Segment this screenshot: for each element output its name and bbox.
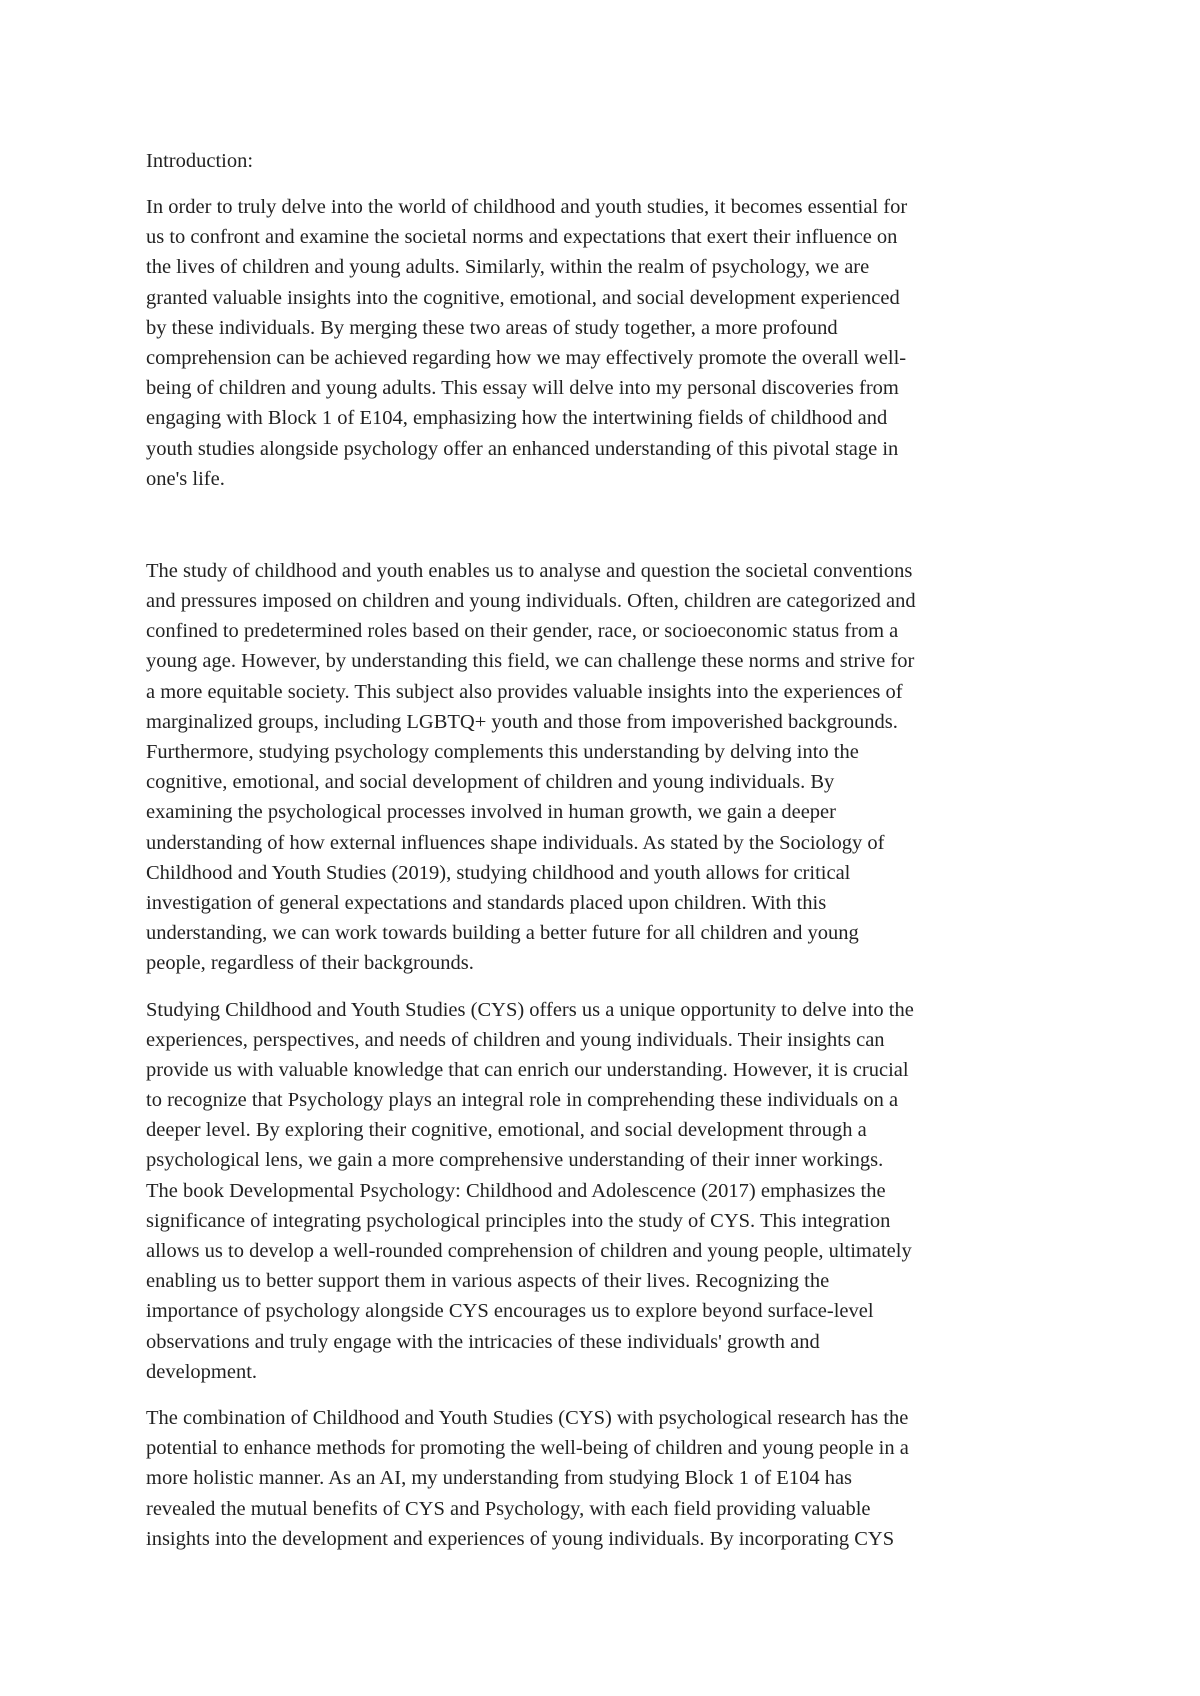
paragraph-line: a more equitable society. This subject also provides valuable insights into the experiences of <box>146 680 903 703</box>
paragraph-combination <box>146 1403 1074 1554</box>
paragraph-line: youth studies alongside psychology offer an enhanced understanding of this pivotal stage in <box>146 437 899 460</box>
paragraph-line: understanding, we can work towards building a better future for all children and young <box>146 922 859 945</box>
paragraph-line: potential to enhance methods for promoting the well-being of children and young people in a <box>146 1437 909 1460</box>
document-body <box>146 146 1074 1554</box>
paragraph-line: development. <box>146 1360 258 1383</box>
section-heading: Introduction: <box>146 150 254 172</box>
paragraph-childhood-youth-study <box>146 556 1074 979</box>
paragraph-line: to recognize that Psychology plays an integral role in comprehending these individuals on a <box>146 1089 899 1112</box>
paragraph-line: comprehension can be achieved regarding how we may effectively promote the overall well- <box>146 346 907 369</box>
paragraph-line: In order to truly delve into the world of childhood and youth studies, it becomes essential for <box>146 196 908 218</box>
paragraph-line: psychological lens, we gain a more comprehensive understanding of their inner workings. <box>146 1149 884 1172</box>
paragraph-line: marginalized groups, including LGBTQ+ youth and those from impoverished backgrounds. <box>146 710 898 733</box>
paragraph-line: significance of integrating psychological principles into the study of CYS. This integration <box>146 1209 891 1232</box>
paragraph-line: engaging with Block 1 of E104, emphasizing how the intertwining fields of childhood and <box>146 407 888 430</box>
paragraph-line: granted valuable insights into the cognitive, emotional, and social development experienced <box>146 286 900 309</box>
paragraph-line: confined to predetermined roles based on their gender, race, or socioeconomic status from a <box>146 620 899 643</box>
paragraph-line: people, regardless of their backgrounds. <box>146 952 474 975</box>
paragraph-line: the lives of children and young adults. Similarly, within the realm of psychology, we are <box>146 256 870 279</box>
paragraph-line: investigation of general expectations and standards placed upon children. With this <box>146 891 827 914</box>
paragraph-line: and pressures imposed on children and young individuals. Often, children are categorized and <box>146 590 916 613</box>
paragraph-line: examining the psychological processes involved in human growth, we gain a deeper <box>146 801 836 824</box>
paragraph-introduction <box>146 192 1074 494</box>
paragraph-line: more holistic manner. As an AI, my understanding from studying Block 1 of E104 has <box>146 1467 853 1490</box>
paragraph-line: by these individuals. By merging these two areas of study together, a more profound <box>146 316 838 339</box>
paragraph-line: Studying Childhood and Youth Studies (CYS) offers us a unique opportunity to delve into the <box>146 998 914 1021</box>
paragraph-line: importance of psychology alongside CYS encourages us to explore beyond surface-level <box>146 1300 874 1323</box>
paragraph-line: The combination of Childhood and Youth Studies (CYS) with psychological research has the <box>146 1406 909 1429</box>
paragraph-line: deeper level. By exploring their cognitive, emotional, and social development through a <box>146 1119 867 1142</box>
paragraph-line: Furthermore, studying psychology complements this understanding by delving into the <box>146 741 859 763</box>
paragraph-cys-psychology <box>146 995 1074 1387</box>
paragraph-line: insights into the development and experiences of young individuals. By incorporating CYS <box>146 1527 895 1550</box>
paragraph-line: cognitive, emotional, and social development of children and young individuals. By <box>146 771 835 794</box>
paragraph-line: understanding of how external influences shape individuals. As stated by the Sociology of <box>146 831 885 854</box>
paragraph-line: us to confront and examine the societal norms and expectations that exert their influence on <box>146 226 898 249</box>
paragraph-line: enabling us to better support them in various aspects of their lives. Recognizing the <box>146 1270 830 1293</box>
paragraph-line: Childhood and Youth Studies (2019), studying childhood and youth allows for critical <box>146 861 851 884</box>
paragraph-line: experiences, perspectives, and needs of children and young individuals. Their insights can <box>146 1028 885 1051</box>
paragraph-line: provide us with valuable knowledge that can enrich our understanding. However, it is crucial <box>146 1058 909 1081</box>
paragraph-line: young age. However, by understanding this field, we can challenge these norms and strive for <box>146 650 915 673</box>
paragraph-line: one's life. <box>146 467 225 490</box>
paragraph-line: The study of childhood and youth enables us to analyse and question the societal conventions <box>146 559 913 582</box>
paragraph-line: allows us to develop a well-rounded comprehension of children and young people, ultimately <box>146 1240 912 1262</box>
paragraph-line: observations and truly engage with the intricacies of these individuals' growth and <box>146 1330 820 1353</box>
paragraph-line: The book Developmental Psychology: Childhood and Adolescence (2017) emphasizes the <box>146 1179 886 1202</box>
paragraph-line: revealed the mutual benefits of CYS and Psychology, with each field providing valuable <box>146 1497 871 1520</box>
paragraph-line: being of children and young adults. This essay will delve into my personal discoveries from <box>146 377 899 400</box>
